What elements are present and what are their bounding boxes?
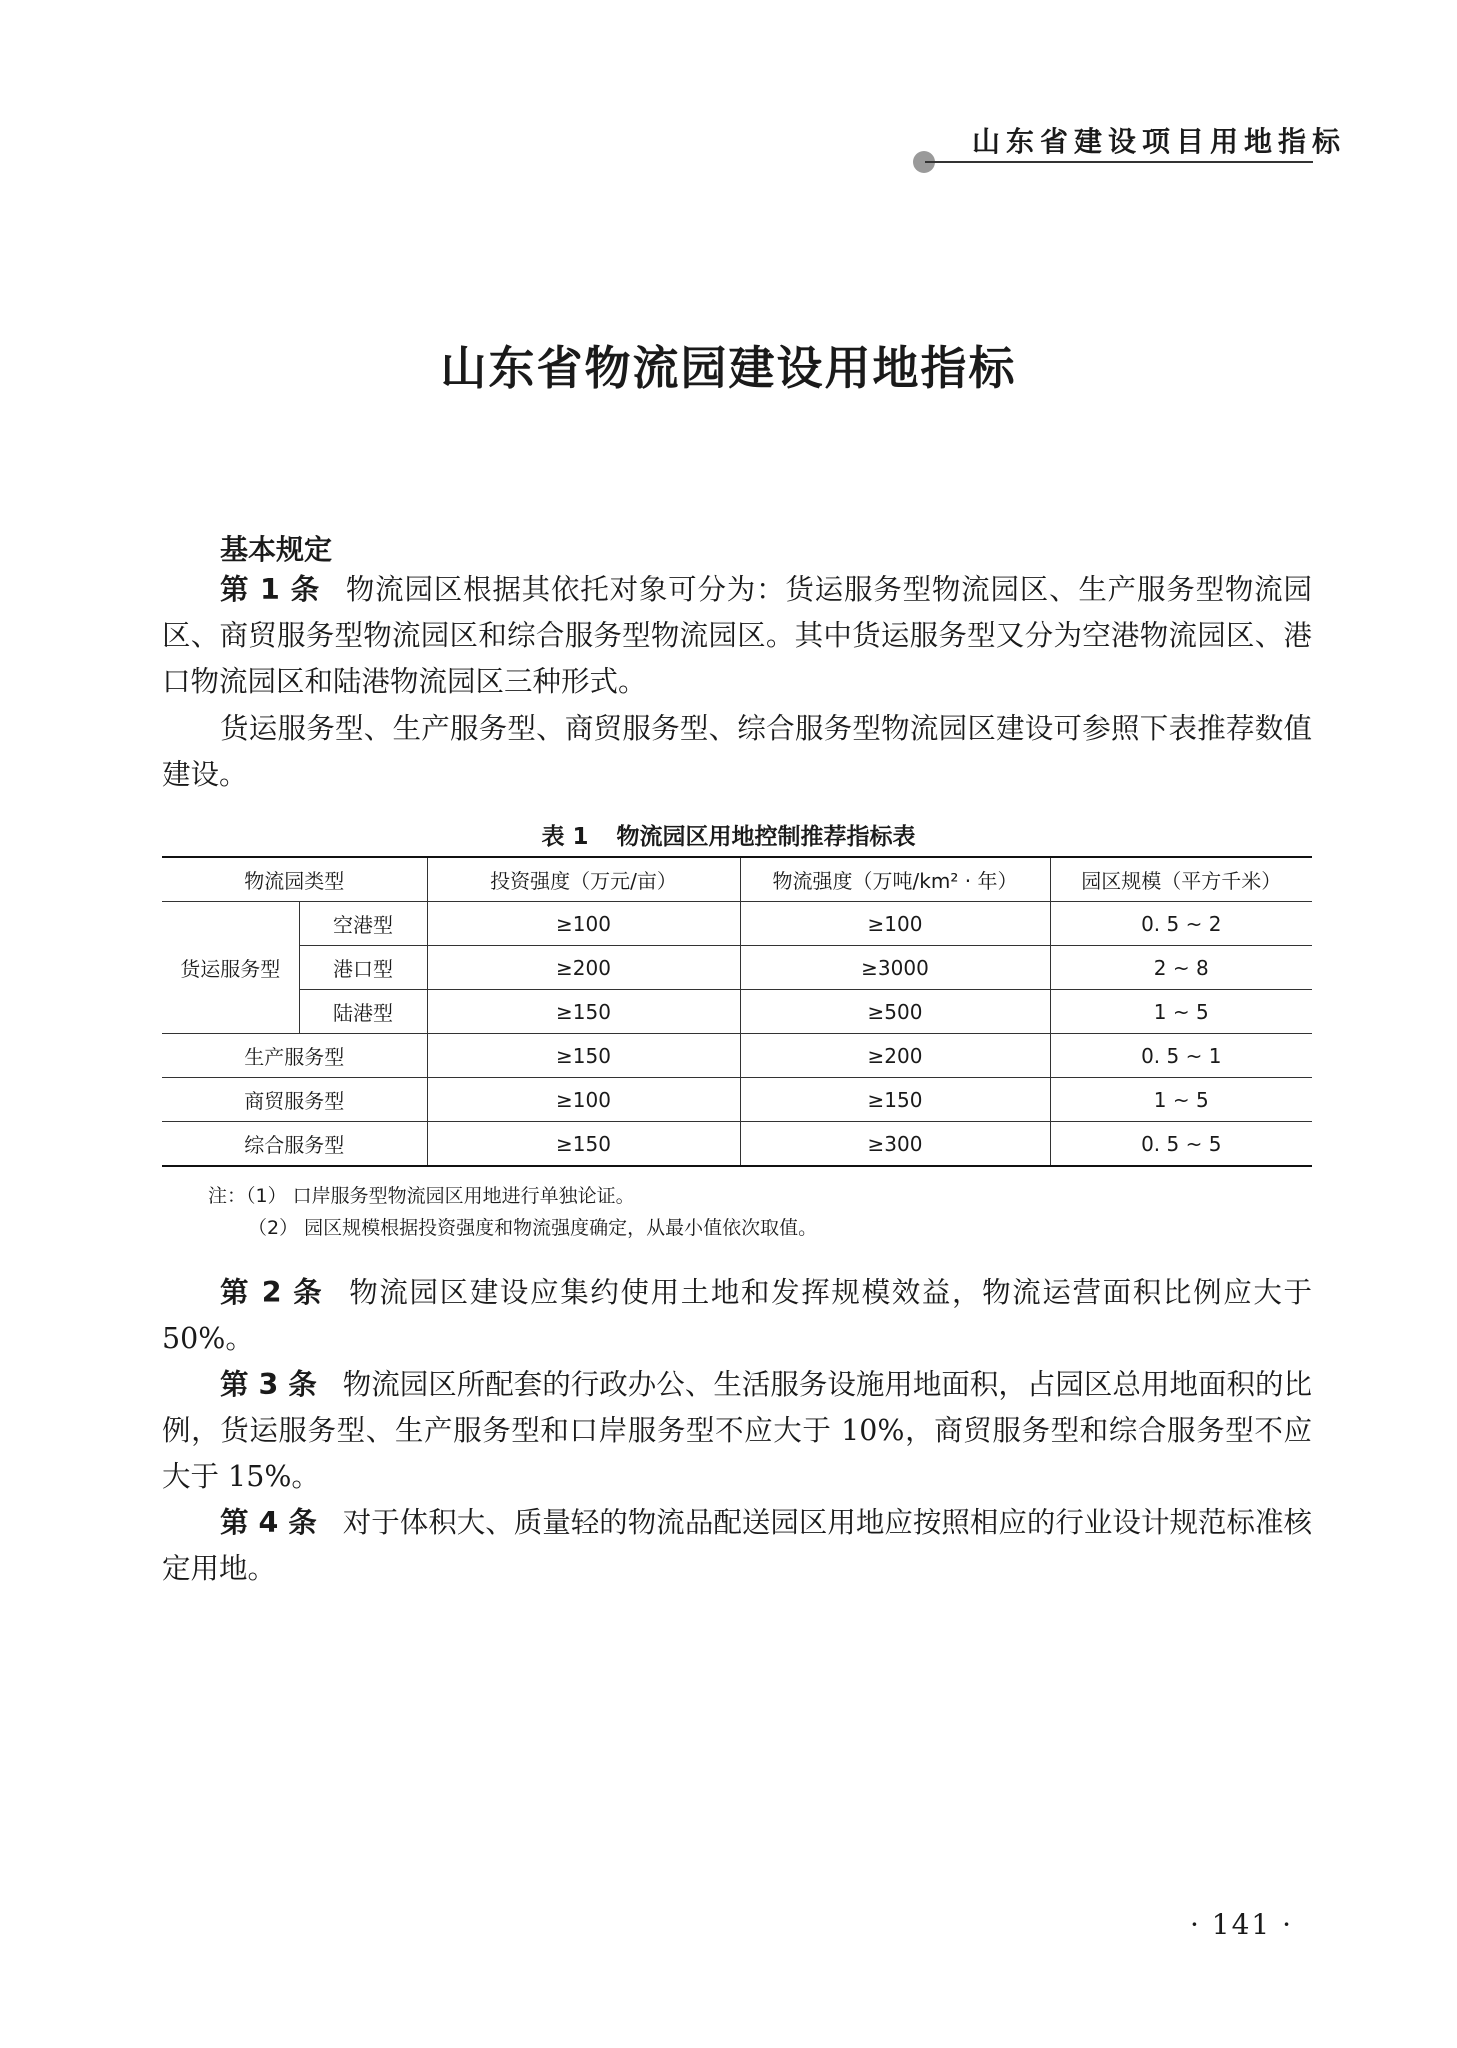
article-4-label: 第 4 条 — [220, 1506, 317, 1539]
table-row — [162, 1078, 1312, 1122]
table-caption — [0, 818, 1457, 851]
cell-type: 陆港型 — [299, 990, 427, 1034]
group-label-freight: 货运服务型 — [162, 902, 299, 1034]
running-header-title: 山东省建设项目用地指标 — [972, 125, 1347, 158]
article-4 — [162, 1500, 1312, 1592]
section-heading: 基本规定 — [220, 533, 333, 566]
table-row — [162, 1122, 1312, 1167]
cell-investment: ≥150 — [427, 1122, 740, 1167]
cell-investment: ≥100 — [427, 1078, 740, 1122]
cell-logistics: ≥500 — [740, 990, 1050, 1034]
article-2 — [162, 1270, 1312, 1362]
page-number: · 141 · — [1190, 1908, 1294, 1941]
table-row — [162, 1034, 1312, 1078]
cell-scale: 1 ~ 5 — [1050, 990, 1312, 1034]
table-header-row — [162, 857, 1312, 902]
cell-investment: ≥150 — [427, 990, 740, 1034]
article-2-label: 第 2 条 — [220, 1276, 324, 1309]
cell-investment: ≥150 — [427, 1034, 740, 1078]
table-note: 注：（1） 口岸服务型物流园区用地进行单独论证。 — [208, 1185, 635, 1207]
document-title: 山东省物流园建设用地指标 — [440, 341, 1017, 395]
article-1-label: 第 1 条 — [220, 573, 320, 606]
table-row — [162, 990, 1312, 1034]
table-note: （2） 园区规模根据投资强度和物流强度确定，从最小值依次取值。 — [248, 1217, 818, 1239]
article-1 — [162, 567, 1312, 705]
header-logistics-intensity: 物流强度（万吨/km² · 年） — [740, 857, 1050, 902]
table-row — [162, 902, 1312, 946]
header-rule — [925, 161, 1313, 163]
article-1-text: 物流园区根据其依托对象可分为：货运服务型物流园区、生产服务型物流园区、商贸服务型物流园区和综合服务型物流园区。其中货运服务型又分为空港物流园区、港口物流园区和陆港物流园区三种形式。 — [162, 573, 1312, 698]
article-2-text: 物流园区建设应集约使用土地和发挥规模效益，物流运营面积比例应大于 50%。 — [162, 1276, 1312, 1355]
cell-type: 综合服务型 — [162, 1122, 427, 1167]
cell-logistics: ≥3000 — [740, 946, 1050, 990]
cell-scale: 0. 5 ~ 5 — [1050, 1122, 1312, 1167]
header-investment-intensity: 投资强度（万元/亩） — [427, 857, 740, 902]
land-use-index-table — [162, 856, 1312, 1167]
cell-scale: 2 ~ 8 — [1050, 946, 1312, 990]
article-3-text: 物流园区所配套的行政办公、生活服务设施用地面积，占园区总用地面积的比例，货运服务型、生产服务型和口岸服务型不应大于 10%，商贸服务型和综合服务型不应大于 15%。 — [162, 1368, 1312, 1493]
cell-logistics: ≥100 — [740, 902, 1050, 946]
cell-type: 商贸服务型 — [162, 1078, 427, 1122]
cell-logistics: ≥200 — [740, 1034, 1050, 1078]
cell-logistics: ≥150 — [740, 1078, 1050, 1122]
cell-logistics: ≥300 — [740, 1122, 1050, 1167]
cell-scale: 0. 5 ~ 1 — [1050, 1034, 1312, 1078]
cell-scale: 0. 5 ~ 2 — [1050, 902, 1312, 946]
table-notes — [208, 1180, 817, 1244]
header-park-type: 物流园类型 — [162, 857, 427, 902]
cell-investment: ≥100 — [427, 902, 740, 946]
table-row — [162, 946, 1312, 990]
cell-scale: 1 ~ 5 — [1050, 1078, 1312, 1122]
header-park-scale: 园区规模（平方千米） — [1050, 857, 1312, 902]
paragraph-2: 货运服务型、生产服务型、商贸服务型、综合服务型物流园区建设可参照下表推荐数值建设。 — [162, 712, 1312, 791]
table-caption-number: 表 1 — [541, 824, 589, 850]
table-caption-title: 物流园区用地控制推荐指标表 — [616, 824, 916, 850]
article-4-text: 对于体积大、质量轻的物流品配送园区用地应按照相应的行业设计规范标准核定用地。 — [162, 1506, 1312, 1585]
cell-type: 港口型 — [299, 946, 427, 990]
cell-type: 空港型 — [299, 902, 427, 946]
cell-type: 生产服务型 — [162, 1034, 427, 1078]
cell-investment: ≥200 — [427, 946, 740, 990]
article-3-label: 第 3 条 — [220, 1368, 317, 1401]
article-3 — [162, 1362, 1312, 1500]
